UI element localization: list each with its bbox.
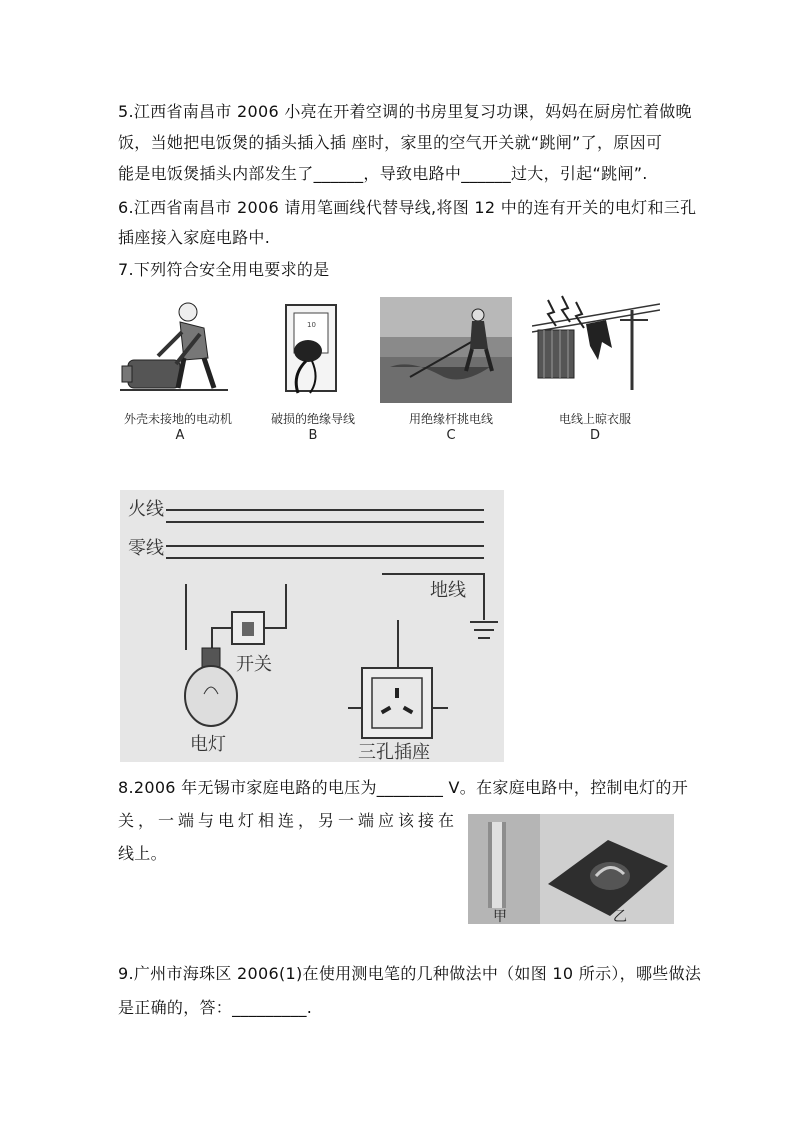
q7-caption-b: 破损的绝缘导线 (270, 412, 355, 426)
lamp-label: 电灯 (190, 734, 226, 755)
q5-line-3: 能是电饭煲插头内部发生了______，导致电路中______过大，引起“跳闸”. (118, 164, 648, 183)
q7-line-1: 7.下列符合安全用电要求的是 (118, 260, 330, 279)
svg-text:10: 10 (307, 321, 316, 329)
q7-figure-a (118, 298, 240, 403)
q7-letter-a: A (175, 428, 185, 443)
q7-figure-d (532, 290, 660, 402)
q8-line-2: 关，一端与电灯相连，另一端应该接在 (118, 811, 459, 830)
q7-letter-c: C (446, 428, 456, 443)
q7-figure-b (282, 303, 340, 395)
live-wire-label: 火线 (128, 499, 164, 520)
neutral-wire-label: 零线 (128, 538, 164, 559)
q7-caption-a: 外壳未接地的电动机 (123, 412, 232, 426)
q7-letter-d: D (589, 428, 600, 443)
q7-figure-c (380, 297, 512, 403)
q9-line-2: 是正确的，答：_________. (118, 998, 313, 1017)
q7-caption-c: 用绝缘杆挑电线 (408, 412, 493, 426)
q9-line-1: 9.广州市海珠区 2006(1)在使用测电笔的几种做法中（如图 10 所示），哪些做法 (118, 964, 702, 983)
q6-line-2: 插座接入家庭电路中. (118, 228, 271, 247)
q7-caption-d: 电线上晾衣服 (558, 412, 631, 426)
photo-label-yi: 乙 (613, 909, 627, 925)
photo-label-jia: 甲 (493, 909, 507, 925)
q7-letter-b: B (308, 428, 318, 443)
q5-line-1: 5.江西省南昌市 2006 小亮在开着空调的书房里复习功课，妈妈在厨房忙着做晚 (118, 102, 692, 121)
q8-line-3: 线上。 (118, 844, 167, 863)
q8-line-1: 8.2006 年无锡市家庭电路的电压为________ V。在家庭电路中，控制电灯的开 (118, 778, 689, 797)
q5-line-2: 饭，当她把电饭煲的插头插入插 座时，家里的空气开关就“跳闸”了，原因可 (118, 133, 663, 152)
q6-line-1: 6.江西省南昌市 2006 请用笔画线代替导线,将图 12 中的连有开关的电灯和三孔 (118, 198, 697, 217)
switch-label: 开关 (236, 654, 272, 675)
circuit-diagram (120, 490, 504, 762)
q8-photo (468, 814, 674, 924)
ground-wire-label: 地线 (430, 580, 466, 601)
socket-label: 三孔插座 (358, 742, 430, 763)
